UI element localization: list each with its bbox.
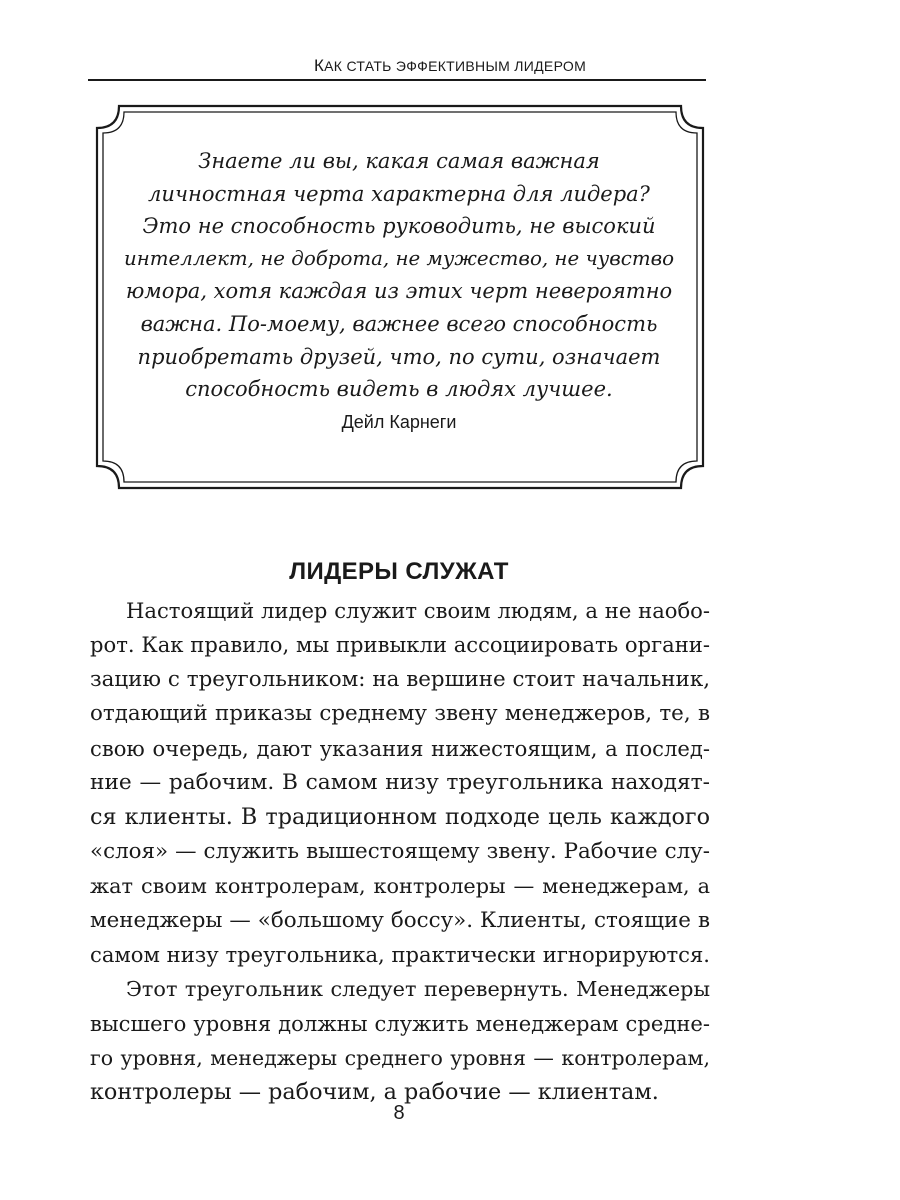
paragraph-line: самом низу треугольника, практически игнорируются.: [90, 941, 710, 967]
quote-text: [120, 145, 678, 406]
paragraph-line: свою очередь, дают указания нижестоящим, а послед-: [90, 735, 710, 761]
quote-line: интеллект, не доброта, не мужество, не чувство: [123, 246, 675, 270]
section-heading: ЛИДЕРЫ СЛУЖАТ: [289, 558, 509, 585]
paragraph-line: менеджеры — «большому боссу». Клиенты, стоящие в: [90, 907, 710, 933]
paragraph-line: зацию с треугольником: на вершине стоит начальник,: [90, 666, 710, 692]
paragraph-line: ние — рабочим. В самом низу треугольника находят-: [90, 769, 710, 795]
quote-line: Знаете ли вы, какая самая важная: [198, 149, 600, 173]
paragraph-line: высшего уровня должны служить менеджерам средне-: [90, 1010, 710, 1036]
quote-line: личностная черта характерна для лидера?: [148, 181, 650, 206]
page-number: 8: [393, 1102, 405, 1124]
running-head: КАК СТАТЬ ЭФФЕКТИВНЫМ ЛИДЕРОМ: [313, 56, 587, 75]
paragraph-line: жат своим контролерам, контролеры — менеджерам, а: [90, 874, 710, 899]
header-rule: [88, 79, 706, 81]
body-text: [90, 594, 710, 1110]
paragraph-line: «слоя» — служить вышестоящему звену. Рабочие слу-: [90, 838, 710, 864]
quote-line: важна. По-моему, важнее всего способность: [140, 311, 658, 336]
paragraph-line: ся клиенты. В традиционном подходе цель каждого: [90, 804, 710, 831]
paragraph-line: го уровня, менеджеры среднего уровня — контролерам,: [90, 1046, 710, 1071]
paragraph-line: отдающий приказы среднему звену менеджеров, те, в: [90, 701, 710, 727]
quote-line: приобретать друзей, что, по сути, означает: [137, 344, 661, 369]
quote-line: юмора, хотя каждая из этих черт невероятно: [125, 279, 673, 304]
quote-author: Дейл Карнеги: [341, 412, 457, 432]
paragraph-line: Этот треугольник следует перевернуть. Менеджеры: [126, 977, 710, 1002]
quote-line: способность видеть в людях лучшее.: [185, 377, 613, 402]
quote-line: Это не способность руководить, не высокий: [142, 214, 656, 239]
paragraph-line: контролеры — рабочим, а рабочие — клиентам.: [90, 1079, 659, 1106]
paragraph-line: Настоящий лидер служит своим людям, а не наобо-: [126, 598, 710, 623]
paragraph-line: рот. Как правило, мы привыкли ассоциировать органи-: [90, 632, 710, 658]
